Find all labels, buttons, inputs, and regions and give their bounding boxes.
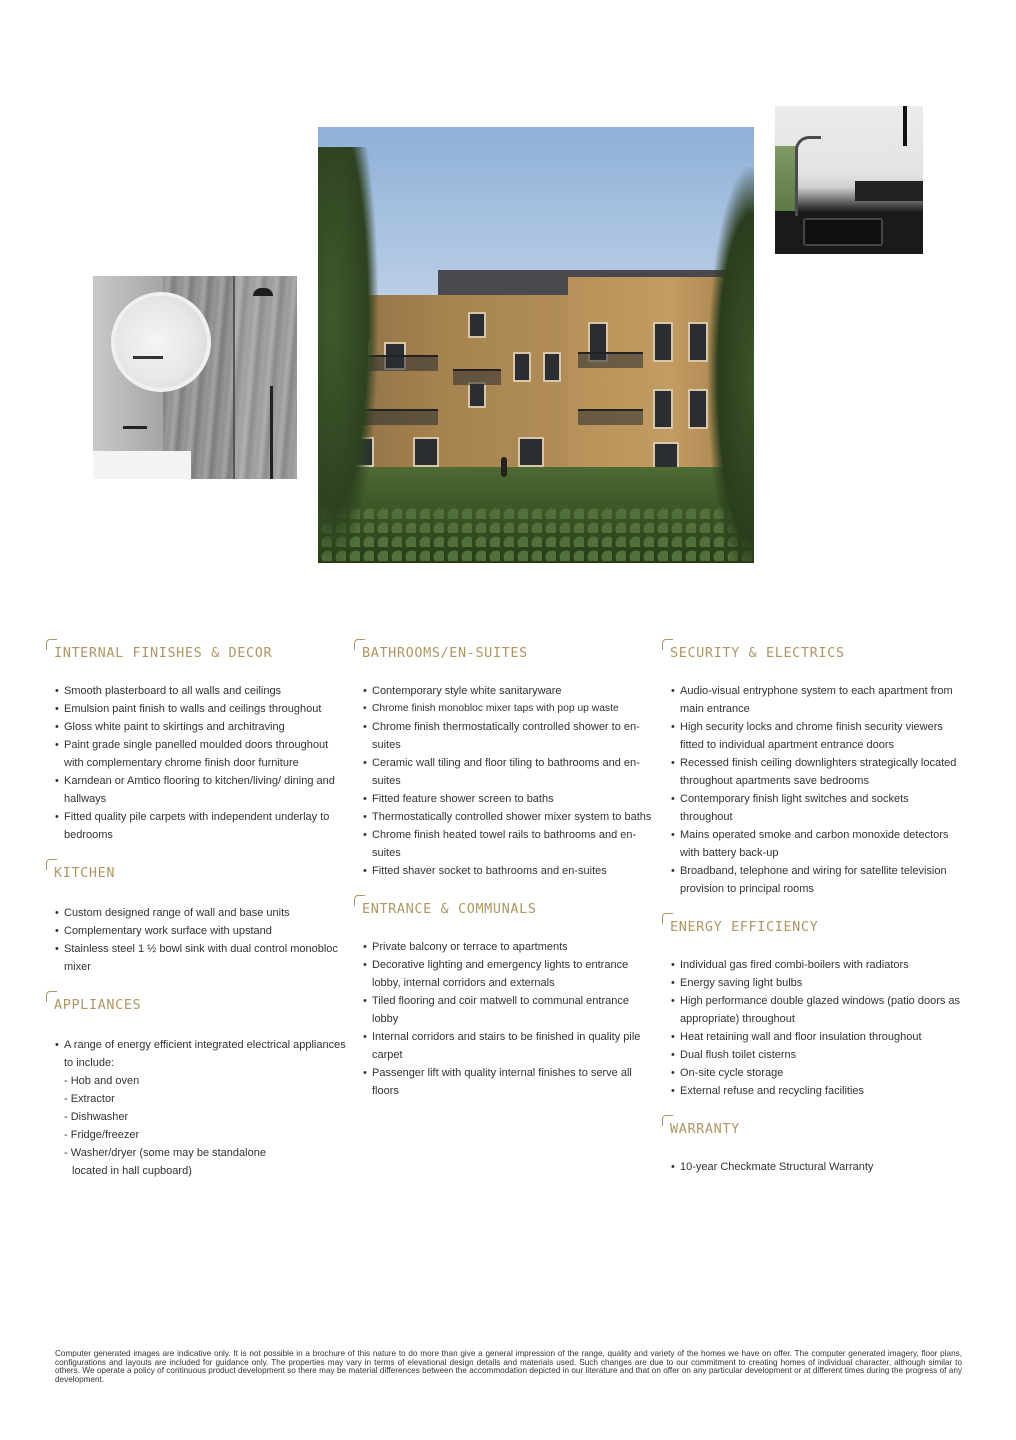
list-energy-efficiency <box>662 956 962 1100</box>
list-item: • Tiled flooring and coir matwell to communal entrance lobby <box>354 992 654 1028</box>
list-warranty <box>662 1158 962 1176</box>
list-appliances <box>46 1036 346 1180</box>
list-item: • External refuse and recycling facilities <box>662 1082 962 1100</box>
list-bathrooms <box>354 682 654 880</box>
list-item: • Private balcony or terrace to apartments <box>354 938 654 956</box>
list-item: • Fitted quality pile carpets with independent underlay to bedrooms <box>46 808 346 844</box>
list-item: • On-site cycle storage <box>662 1064 962 1082</box>
column-middle <box>354 636 654 1112</box>
kitchen-photo <box>775 106 923 254</box>
list-item: • Gloss white paint to skirtings and architraving <box>46 718 346 736</box>
list-item: • Chrome finish monobloc mixer taps with pop up waste <box>354 700 654 718</box>
building-exterior-photo <box>318 127 754 563</box>
list-item: • Contemporary finish light switches and sockets throughout <box>662 790 962 826</box>
list-item: • Broadband, telephone and wiring for satellite television provision to principal rooms <box>662 862 962 898</box>
list-item: • Heat retaining wall and floor insulation throughout <box>662 1028 962 1046</box>
list-item: • High performance double glazed windows (patio doors as appropriate) throughout <box>662 992 962 1028</box>
column-right <box>662 636 962 1188</box>
list-item: • Individual gas fired combi-boilers with radiators <box>662 956 962 974</box>
bathroom-photo <box>93 276 297 479</box>
list-item: • Fitted shaver socket to bathrooms and en-suites <box>354 862 654 880</box>
heading-internal-finishes: INTERNAL FINISHES & DECOR <box>46 636 346 662</box>
list-kitchen <box>46 904 346 976</box>
heading-appliances: APPLIANCES <box>46 988 346 1014</box>
list-internal-finishes <box>46 682 346 844</box>
list-item: • Stainless steel 1 ½ bowl sink with dual control monobloc mixer <box>46 940 346 976</box>
list-security-electrics <box>662 682 962 898</box>
list-item: • Karndean or Amtico flooring to kitchen/living/ dining and hallways <box>46 772 346 808</box>
section-entrance-communals <box>354 892 654 1100</box>
heading-entrance-communals: ENTRANCE & COMMUNALS <box>354 892 654 918</box>
list-item: • Energy saving light bulbs <box>662 974 962 992</box>
section-bathrooms <box>354 636 654 880</box>
section-internal-finishes <box>46 636 346 844</box>
list-sub-item: - Extractor <box>64 1093 115 1105</box>
column-left <box>46 636 346 1192</box>
list-item: • Internal corridors and stairs to be finished in quality pile carpet <box>354 1028 654 1064</box>
list-item: • Emulsion paint finish to walls and ceilings throughout <box>46 700 346 718</box>
list-item: • Fitted feature shower screen to baths <box>354 790 654 808</box>
list-item: • Contemporary style white sanitaryware <box>354 682 654 700</box>
heading-warranty: WARRANTY <box>662 1112 962 1138</box>
list-item: • Smooth plasterboard to all walls and ceilings <box>46 682 346 700</box>
section-security-electrics <box>662 636 962 898</box>
list-item: • 10-year Checkmate Structural Warranty <box>662 1158 962 1176</box>
list-item: • A range of energy efficient integrated electrical appliances to include: <box>46 1036 346 1072</box>
list-entrance-communals <box>354 938 654 1100</box>
heading-kitchen: KITCHEN <box>46 856 346 882</box>
list-item: • Audio-visual entryphone system to each apartment from main entrance <box>662 682 962 718</box>
list-sub-item: - Washer/dryer (some may be standalone <box>64 1147 266 1159</box>
list-item: • Chrome finish heated towel rails to bathrooms and en-suites <box>354 826 654 862</box>
list-item: • Custom designed range of wall and base units <box>46 904 346 922</box>
list-item: • Thermostatically controlled shower mixer system to baths <box>354 808 654 826</box>
heading-security-electrics: SECURITY & ELECTRICS <box>662 636 962 662</box>
section-kitchen <box>46 856 346 976</box>
section-energy-efficiency <box>662 910 962 1100</box>
list-item: • Complementary work surface with upstand <box>46 922 346 940</box>
section-appliances <box>46 988 346 1180</box>
list-item: • Ceramic wall tiling and floor tiling to bathrooms and en-suites <box>354 754 654 790</box>
list-item: • Chrome finish thermostatically controlled shower to en-suites <box>354 718 654 754</box>
list-sub-item: - Hob and oven <box>64 1075 140 1087</box>
list-sub-item: - Fridge/freezer <box>64 1129 140 1141</box>
heading-energy-efficiency: ENERGY EFFICIENCY <box>662 910 962 936</box>
disclaimer-text: Computer generated images are indicative only. It is not possible in a brochure of this nature to do more than give a general impression of the range, quality and variety of the homes we have on offer. The computer generated imagery, floor plans, configurations and layouts are included for guidance only. The properties may vary in terms of elevational design details and materials used. Such changes are due to our commitment to creating homes of individual character, although similar to others. We operate a policy of continuous product development so there may be material differences between the accommodation depicted in our literature and that on offer on any particular development or at different times during the progress of any development. <box>55 1349 962 1384</box>
list-item: • Decorative lighting and emergency lights to entrance lobby, internal corridors and externals <box>354 956 654 992</box>
list-item: • Dual flush toilet cisterns <box>662 1046 962 1064</box>
list-item: • Passenger lift with quality internal finishes to serve all floors <box>354 1064 654 1100</box>
list-sub-item: - Dishwasher <box>64 1111 129 1123</box>
list-item: • Mains operated smoke and carbon monoxide detectors with battery back-up <box>662 826 962 862</box>
list-item: • Recessed finish ceiling downlighters strategically located throughout apartments save bedrooms <box>662 754 962 790</box>
list-item: • High security locks and chrome finish security viewers fitted to individual apartment entrance doors <box>662 718 962 754</box>
list-sub-item: located in hall cupboard) <box>72 1165 192 1177</box>
list-item: • Paint grade single panelled moulded doors throughout with complementary chrome finish door furniture <box>46 736 346 772</box>
section-warranty <box>662 1112 962 1176</box>
heading-bathrooms: BATHROOMS/EN-SUITES <box>354 636 654 662</box>
